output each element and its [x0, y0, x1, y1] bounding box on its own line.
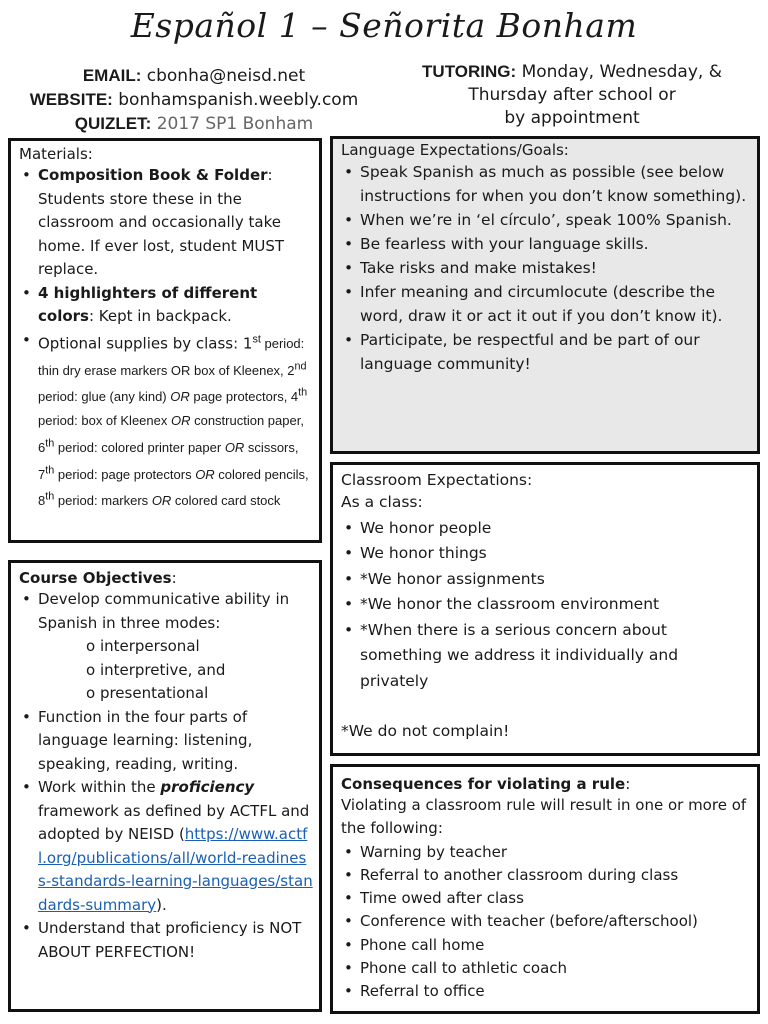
contact-info	[8, 64, 380, 136]
list-item: • Composition Book & Folder: Students store these in the classroom and occasionally take home. If ever lost, student MUST replace.	[19, 164, 313, 282]
list-item: • Time owed after class	[341, 887, 749, 910]
course-objectives-heading: Course Objectives:	[19, 569, 177, 587]
classroom-expectations-box	[330, 462, 760, 756]
classroom-intro: As a class:	[341, 493, 423, 511]
email-label: EMAIL:	[82, 66, 142, 85]
materials-box	[8, 138, 322, 543]
list-item: • Warning by teacher	[341, 841, 749, 864]
list-item: • Infer meaning and circumlocute (describe the word, draw it or act it out if you don’t know it).	[341, 280, 749, 328]
list-item: • When we’re in ‘el círculo’, speak 100% Spanish.	[341, 208, 749, 232]
quizlet-value: 2017 SP1 Bonham	[156, 114, 314, 134]
list-item: • Conference with teacher (before/afterschool)	[341, 910, 749, 933]
list-item: • Phone call home	[341, 934, 749, 957]
mode-item: o interpersonal	[86, 637, 200, 655]
list-item: • Optional supplies by class: 1st period: thin dry erase markers OR box of Kleenex, 2nd period: glue (any kind) OR page protectors, 4th period: box of Kleenex OR construction paper, 6th period: colored printer paper OR scissors, 7th period: page protectors OR colored pencils, 8th period: markers OR colored card stock	[19, 329, 313, 513]
quizlet-label: QUIZLET:	[74, 114, 152, 133]
classroom-expectations-list	[341, 516, 749, 695]
list-item: • Work within the proficiency framework as defined by ACTFL and adopted by NEISD (https://www.actfl.org/publications/all/world-readiness-standards-learning-languages/standards-summary).	[19, 776, 313, 917]
list-item: • We honor people	[341, 516, 749, 542]
website-label: WEBSITE:	[29, 90, 113, 109]
consequences-intro: Violating a classroom rule will result in one or more of the following:	[341, 796, 747, 838]
list-item: • Function in the four parts of language learning: listening, speaking, reading, writing.	[19, 706, 313, 777]
list-item: • We honor things	[341, 541, 749, 567]
list-item: • 4 highlighters of different colors: Kept in backpack.	[19, 282, 313, 329]
language-expectations-list	[341, 160, 749, 376]
tutoring-info	[380, 60, 764, 130]
consequences-list	[341, 841, 749, 1004]
list-item: • Take risks and make mistakes!	[341, 256, 749, 280]
list-item: • Referral to another classroom during class	[341, 864, 749, 887]
page-title: Español 1 – Señorita Bonham	[130, 6, 638, 45]
email-value: cbonha@neisd.net	[146, 66, 306, 86]
classroom-expectations-heading: Classroom Expectations:	[341, 471, 533, 489]
course-objectives-list	[19, 588, 313, 964]
tutoring-label: TUTORING:	[422, 62, 517, 81]
list-item: • Phone call to athletic coach	[341, 957, 749, 980]
mode-item: o presentational	[86, 684, 209, 702]
list-item: • Understand that proficiency is NOT ABOUT PERFECTION!	[19, 917, 313, 964]
list-item: • *When there is a serious concern about something we address it individually and privately	[341, 618, 749, 695]
list-item: • Referral to office	[341, 980, 749, 1003]
language-expectations-box	[330, 136, 760, 454]
tutoring-line-1: Monday, Wednesday, &	[521, 62, 722, 82]
tutoring-line-2: Thursday after school or	[468, 85, 676, 105]
website-value: bonhamspanish.weebly.com	[118, 90, 359, 110]
language-expectations-heading: Language Expectations/Goals:	[341, 141, 569, 159]
classroom-footer-note: *We do not complain!	[341, 722, 510, 740]
list-item: • Participate, be respectful and be part of our language community!	[341, 328, 749, 376]
list-item: • Speak Spanish as much as possible (see below instructions for when you don’t know something).	[341, 160, 749, 208]
actfl-link[interactable]: https://www.actfl.org/publications/all/world-readiness-standards-learning-languages/standards-summary	[38, 825, 313, 914]
list-item: • Be fearless with your language skills.	[341, 232, 749, 256]
consequences-heading: Consequences for violating a rule:	[341, 775, 631, 793]
materials-heading: Materials:	[19, 145, 93, 163]
mode-item: o interpretive, and	[86, 660, 226, 679]
consequences-box	[330, 764, 760, 1014]
tutoring-line-3: by appointment	[504, 108, 640, 128]
list-item: • Develop communicative ability in Spanish in three modes: o interpersonal o interpretive, and o presentational	[19, 588, 313, 706]
course-objectives-box	[8, 560, 322, 1012]
list-item: • *We honor assignments	[341, 567, 749, 593]
list-item: • *We honor the classroom environment	[341, 592, 749, 618]
materials-list	[19, 164, 313, 513]
